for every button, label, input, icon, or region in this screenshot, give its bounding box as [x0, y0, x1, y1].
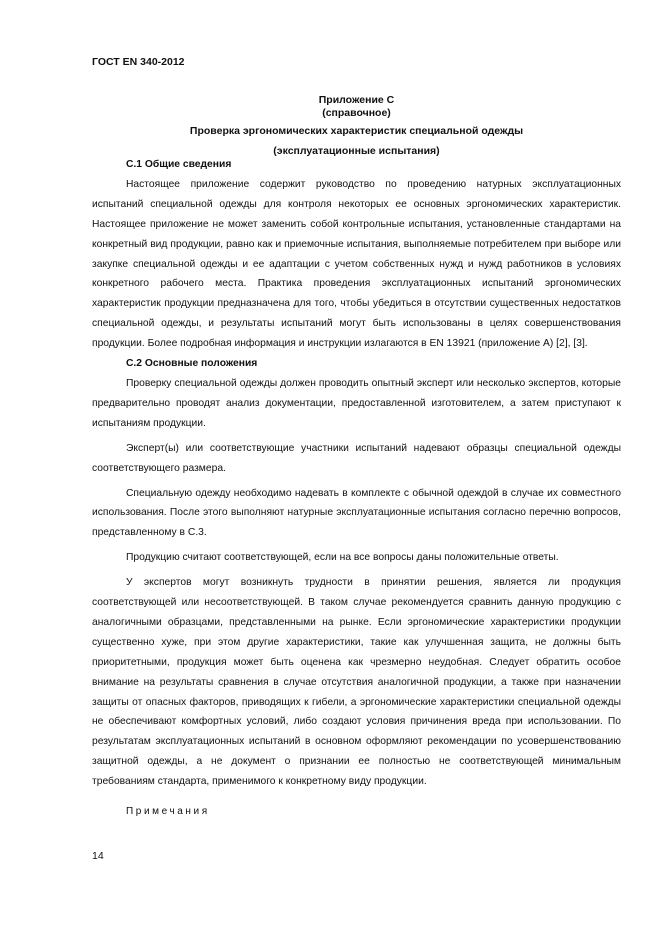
paragraph: Продукцию считают соответствующей, если на все вопросы даны положительные ответы. [126, 552, 559, 564]
paragraph: Специальную одежду необходимо надевать в комплекте с обычной одеждой в случае их совместного использования. После этого выполняют натурные эксплуатационные испытания согласно перечню вопросов, представленному в С.3. [92, 487, 621, 539]
paragraph: Эксперт(ы) или соответствующие участники испытаний надевают образцы специальной одежды соответствующего размера. [92, 442, 621, 474]
document-body [92, 155, 621, 792]
annex-subject-line-1: Проверка эргономических характеристик специальной одежды [189, 125, 524, 137]
section-heading-c1: С.1 Общие сведения [126, 159, 232, 170]
annex-status: (справочное) [322, 107, 391, 119]
paragraph: Проверку специальной одежды должен проводить опытный эксперт или несколько экспертов, которые предварительно проводят анализ документации, предоставленной изготовителем, а затем приступают к испытаниям продукции. [92, 377, 621, 429]
paragraph: Настоящее приложение содержит руководство по проведению натурных эксплуатационных испытаний специальной одежды для контроля некоторых ее основных эргономических характеристик. Настоящее приложение не может заменить собой контрольные испытания, установленные стандартами на конкретный вид продукции, равно как и приемочные испытания, выполняемые потребителем при выборе или закупке специальной одежды и ее адаптации с учетом собственных нужд и нужд работников в условиях конкретного рабочего места. Практика проведения эксплуатационных испытаний эргономических характеристик продукции предназначена для того, чтобы убедиться в отсутствии существенных недостатков специальной одежды, и результаты испытаний могут быть использованы в целях совершенствования продукции. Более подробная информация и инструкции излагаются в EN 13921 (приложение А) [2], [3]. [92, 178, 621, 350]
annex-subject-line-2: (эксплуатационные испытания) [273, 145, 440, 157]
notes-label: Примечания [126, 806, 210, 817]
document-header: ГОСТ EN 340-2012 [92, 56, 185, 68]
annex-title: Приложение С [318, 94, 395, 106]
paragraph: У экспертов могут возникнуть трудности в принятии решения, является ли продукция соответствующей или несоответствующей. В таком случае рекомендуется сравнить данную продукцию с аналогичными образцами, представленными на рынке. Если эргономические характеристики продукции существенно хуже, при этом другие характеристики, такие как улучшенная защита, не должны быть приоритетными, продукция может быть оценена как чрезмерно неудобная. Следует обратить особое внимание на результаты сравнения в случае отсутствия аналогичной продукции, а также при назначении защиты от опасных факторов, приводящих к гибели, а эргономические характеристики специальной одежды не обеспечивают комфортных условий, либо создают условия причинения вреда при использовании. По результатам эксплуатационных испытаний в основном оформляют рекомендации по усовершенствованию защитной одежды, а не документ о признании ее полностью не соответствующей минимальным требованиям стандарта, применимого к конкретному виду продукции. [92, 577, 621, 788]
section-heading-c2: С.2 Основные положения [126, 358, 258, 370]
page-number: 14 [92, 850, 104, 862]
